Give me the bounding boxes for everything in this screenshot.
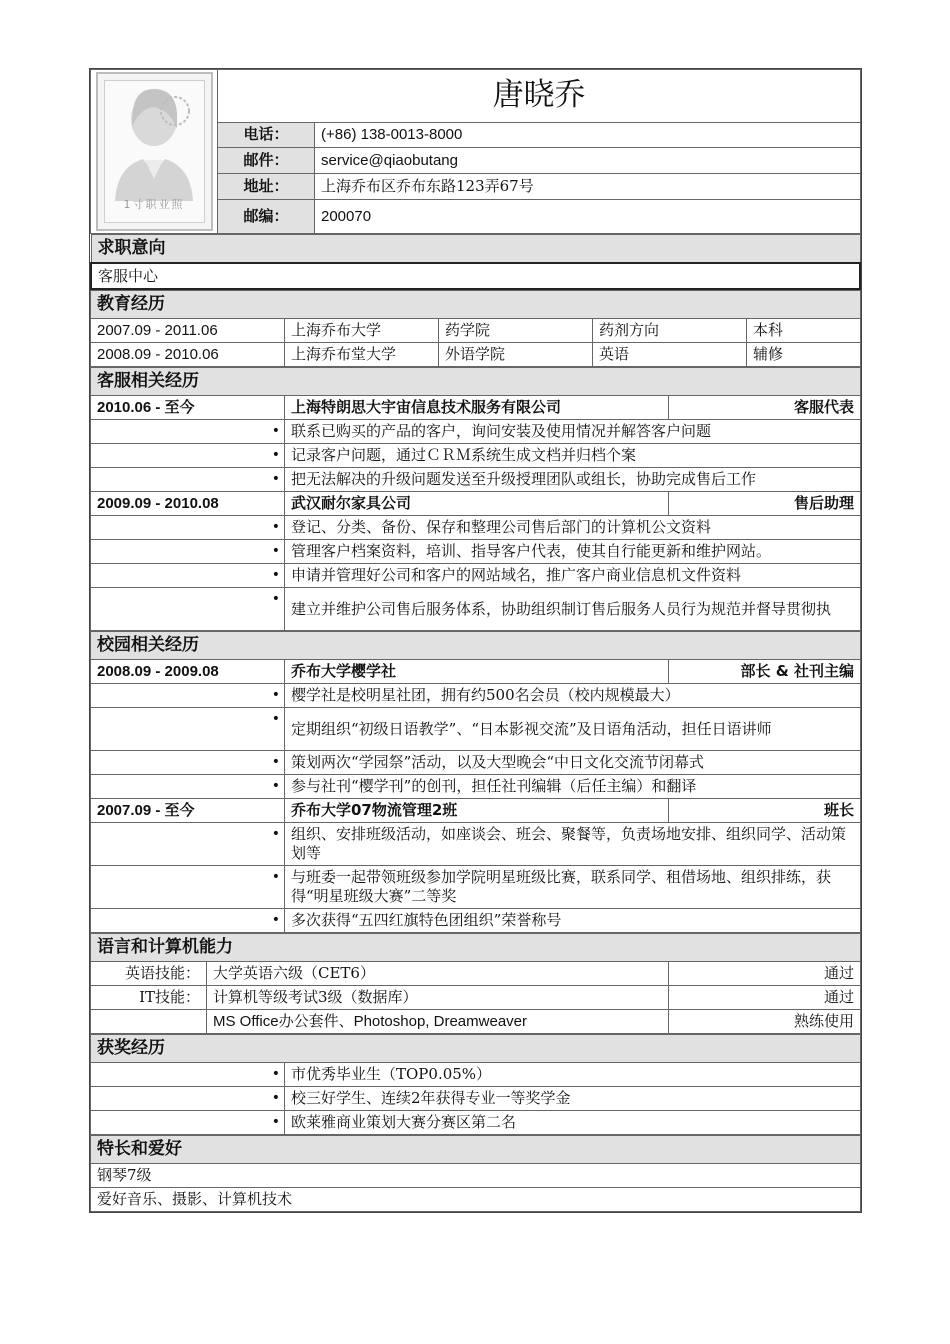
skills-title: 语言和计算机能力 — [91, 934, 861, 962]
job-header-row — [91, 396, 861, 420]
bullet-text: 把无法解决的升级问题发送至升级授理团队或组长，协助完成售后工作 — [285, 468, 861, 492]
education-section — [90, 290, 861, 367]
objective-value: 客服中心 — [91, 263, 860, 289]
education-row — [91, 343, 861, 367]
education-degree: 本科 — [747, 319, 861, 343]
job-period: 2009.09 - 2010.08 — [91, 492, 285, 516]
header-table — [90, 69, 861, 234]
bullet-row — [91, 588, 861, 631]
education-school: 上海乔布大学 — [285, 319, 439, 343]
job-organization: 武汉耐尔家具公司 — [285, 492, 669, 516]
address-label: 地址： — [218, 173, 315, 199]
education-school: 上海乔布堂大学 — [285, 343, 439, 367]
skill-label: 英语技能： — [91, 962, 207, 986]
job-period: 2010.06 - 至今 — [91, 396, 285, 420]
bullet-row — [91, 540, 861, 564]
phone-label: 电话： — [218, 122, 315, 148]
bullet-row — [91, 516, 861, 540]
bullet-text: 樱学社是校明星社团，拥有约500名会员（校内规模最大） — [285, 684, 861, 708]
bullet-marker: • — [91, 751, 285, 775]
bullet-marker: • — [91, 1087, 285, 1111]
address-value: 上海乔布区乔布东路123弄67号 — [315, 173, 861, 199]
photo-caption: 1寸职业照 — [123, 198, 185, 211]
bullet-row — [91, 751, 861, 775]
bullet-text: 与班委一起带领班级参加学院明星班级比赛，联系同学、租借场地、组织排练，获得“明星班级大赛”二等奖 — [285, 866, 861, 909]
bullet-marker: • — [91, 909, 285, 933]
education-major: 英语 — [593, 343, 747, 367]
skill-item: MS Office办公套件、Photoshop, Dreamweaver — [207, 1010, 669, 1034]
bullet-text: 组织、安排班级活动，如座谈会、班会、聚餐等，负责场地安排、组织同学、活动策划等 — [285, 823, 861, 866]
job-header-row — [91, 492, 861, 516]
bullet-marker: • — [91, 684, 285, 708]
education-period: 2008.09 - 2010.06 — [91, 343, 285, 367]
resume-document — [89, 68, 862, 1213]
bullet-row — [91, 420, 861, 444]
job-period: 2008.09 - 2009.08 — [91, 660, 285, 684]
job-role: 售后助理 — [669, 492, 861, 516]
award-text: 欧莱雅商业策划大赛分赛区第二名 — [285, 1111, 861, 1135]
bullet-row — [91, 468, 861, 492]
job-period: 2007.09 - 至今 — [91, 799, 285, 823]
bullet-marker: • — [91, 708, 285, 751]
bullet-text: 记录客户问题，通过ＣＲＭ系统生成文档并归档个案 — [285, 444, 861, 468]
campus-experience-title: 校园相关经历 — [91, 632, 861, 660]
bullet-marker: • — [91, 516, 285, 540]
bullet-row — [91, 684, 861, 708]
campus-experience-section — [90, 631, 861, 933]
education-title: 教育经历 — [91, 291, 861, 319]
bullet-row — [91, 775, 861, 799]
candidate-name: 唐晓乔 — [218, 70, 861, 123]
bullet-marker: • — [91, 588, 285, 631]
email-label: 邮件： — [218, 148, 315, 174]
bullet-marker: • — [91, 564, 285, 588]
skill-level: 通过 — [669, 962, 861, 986]
service-experience-title: 客服相关经历 — [91, 368, 861, 396]
education-college: 药学院 — [439, 319, 593, 343]
hobby-item: 爱好音乐、摄影、计算机技术 — [91, 1188, 861, 1212]
award-text: 校三好学生、连续2年获得专业一等奖学金 — [285, 1087, 861, 1111]
skill-label: IT技能： — [91, 986, 207, 1010]
objective-section — [90, 234, 861, 290]
job-role: 客服代表 — [669, 396, 861, 420]
hobbies-title: 特长和爱好 — [91, 1136, 861, 1164]
job-organization: 乔布大学樱学社 — [285, 660, 669, 684]
bullet-row — [91, 823, 861, 866]
bullet-row — [91, 564, 861, 588]
phone-value: (+86) 138-0013-8000 — [315, 122, 861, 148]
education-major: 药剂方向 — [593, 319, 747, 343]
email-value: service@qiaobutang — [315, 148, 861, 174]
job-role: 部长 & 社刊主编 — [669, 660, 861, 684]
award-row — [91, 1087, 861, 1111]
postcode-label: 邮编： — [218, 199, 315, 233]
bullet-marker: • — [91, 823, 285, 866]
bullet-marker: • — [91, 1111, 285, 1135]
bullet-marker: • — [91, 866, 285, 909]
photo-placeholder — [96, 72, 213, 231]
award-row — [91, 1111, 861, 1135]
bullet-text: 管理客户档案资料，培训、指导客户代表，使其自行能更新和维护网站。 — [285, 540, 861, 564]
education-period: 2007.09 - 2011.06 — [91, 319, 285, 343]
skill-level: 通过 — [669, 986, 861, 1010]
bullet-text: 联系已购买的产品的客户，询问安装及使用情况并解答客户问题 — [285, 420, 861, 444]
award-text: 市优秀毕业生（TOP0.05%） — [285, 1063, 861, 1087]
skills-section — [90, 933, 861, 1034]
hobbies-section — [90, 1135, 861, 1212]
bullet-text: 定期组织“初级日语教学”、“日本影视交流”及日语角活动，担任日语讲师 — [285, 708, 861, 751]
bullet-text: 策划两次“学园祭”活动，以及大型晚会“中日文化交流节闭幕式 — [285, 751, 861, 775]
bullet-marker: • — [91, 775, 285, 799]
skill-row — [91, 986, 861, 1010]
job-organization: 乔布大学07物流管理2班 — [285, 799, 669, 823]
photo-cell — [91, 70, 218, 234]
awards-title: 获奖经历 — [91, 1035, 861, 1063]
bullet-row — [91, 909, 861, 933]
postcode-value: 200070 — [315, 199, 861, 233]
bullet-marker: • — [91, 444, 285, 468]
bullet-marker: • — [91, 1063, 285, 1087]
hobby-item: 钢琴7级 — [91, 1164, 861, 1188]
skill-label — [91, 1010, 207, 1034]
bullet-text: 多次获得“五四红旗特色团组织”荣誉称号 — [285, 909, 861, 933]
award-row — [91, 1063, 861, 1087]
job-header-row — [91, 660, 861, 684]
education-degree: 辅修 — [747, 343, 861, 367]
bullet-text: 参与社刊“樱学刊”的创刊，担任社刊编辑（后任主编）和翻译 — [285, 775, 861, 799]
skill-row — [91, 1010, 861, 1034]
job-role: 班长 — [669, 799, 861, 823]
education-college: 外语学院 — [439, 343, 593, 367]
bullet-marker: • — [91, 420, 285, 444]
bullet-text: 登记、分类、备份、保存和整理公司售后部门的计算机公文资料 — [285, 516, 861, 540]
education-row — [91, 319, 861, 343]
bullet-marker: • — [91, 540, 285, 564]
bullet-text: 建立并维护公司售后服务体系，协助组织制订售后服务人员行为规范并督导贯彻执 — [285, 588, 861, 631]
awards-section — [90, 1034, 861, 1135]
skill-item: 大学英语六级（CET6） — [207, 962, 669, 986]
skill-item: 计算机等级考试3级（数据库） — [207, 986, 669, 1010]
skill-row — [91, 962, 861, 986]
bullet-text: 申请并管理好公司和客户的网站域名，推广客户商业信息机文件资料 — [285, 564, 861, 588]
bullet-row — [91, 866, 861, 909]
job-header-row — [91, 799, 861, 823]
skill-level: 熟练使用 — [669, 1010, 861, 1034]
service-experience-section — [90, 367, 861, 631]
job-organization: 上海特朗思大宇宙信息技术服务有限公司 — [285, 396, 669, 420]
bullet-marker: • — [91, 468, 285, 492]
bullet-row — [91, 708, 861, 751]
bullet-row — [91, 444, 861, 468]
objective-title: 求职意向 — [91, 235, 860, 264]
